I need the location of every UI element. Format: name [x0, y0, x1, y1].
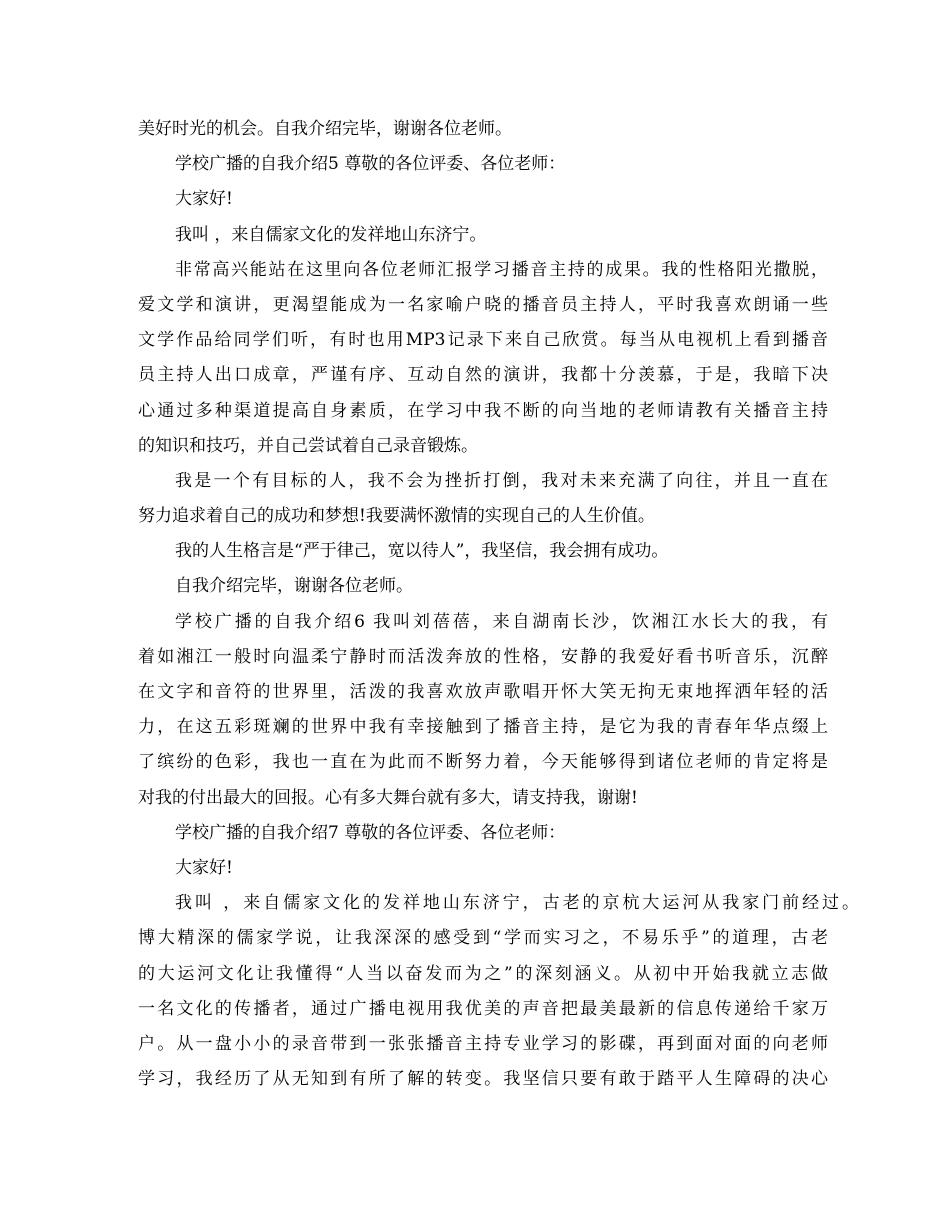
text-line: 非常高兴能站在这里向各位老师汇报学习播音主持的成果。我的性格阳光撒脱， — [175, 259, 828, 280]
text-line: 博大精深的儒家学说，让我深深的感受到“学而实习之，不易乐乎”的道理，古老 — [138, 928, 828, 949]
text-line: 我叫 ，来自儒家文化的发祥地山东济宁。 — [175, 224, 487, 245]
text-line: 文学作品给同学们听，有时也用MP3记录下来自己欣赏。每当从电视机上看到播音 — [138, 330, 828, 351]
text-line: 爱文学和演讲，更渴望能成为一名家喻户晓的播音员主持人，平时我喜欢朗诵一些 — [138, 294, 828, 315]
text-line: 我的人生格言是“严于律己，宽以待人”，我坚信，我会拥有成功。 — [175, 541, 669, 562]
text-line: 学习，我经历了从无知到有所了解的转变。我坚信只要有敢于踏平人生障碍的决心 — [138, 1069, 828, 1090]
text-line: 着如湘江一般时向温柔宁静时而活泼奔放的性格，安静的我爱好看书听音乐，沉醉 — [138, 646, 828, 667]
text-line: 我是一个有目标的人，我不会为挫折打倒，我对未来充满了向往，并且一直在 — [175, 470, 828, 491]
text-line: 努力追求着自己的成功和梦想!我要满怀激情的实现自己的人生价值。 — [138, 506, 655, 527]
document-body — [138, 112, 859, 1097]
text-line: 一名文化的传播者，通过广播电视用我优美的声音把最美最新的信息传递给千家万 — [138, 998, 828, 1019]
text-line: 大家好! — [175, 857, 233, 878]
text-line: 心通过多种渠道提高自身素质，在学习中我不断的向当地的老师请教有关播音主持 — [138, 400, 828, 421]
text-line: 在文字和音符的世界里，活泼的我喜欢放声歌唱开怀大笑无拘无束地挥洒年轻的活 — [138, 682, 828, 702]
text-line: 学校广播的自我介绍5 尊敬的各位评委、各位老师： — [175, 154, 566, 175]
text-line: 大家好! — [175, 189, 233, 210]
text-line: 的大运河文化让我懂得“人当以奋发而为之”的深刻涵义。从初中开始我就立志做 — [138, 963, 828, 984]
text-line: 我叫 ，来自儒家文化的发祥地山东济宁，古老的京杭大运河从我家门前经过。 — [175, 893, 859, 914]
text-line: 自我介绍完毕，谢谢各位老师。 — [175, 576, 413, 597]
text-line: 学校广播的自我介绍7 尊敬的各位评委、各位老师： — [175, 822, 566, 843]
text-line: 员主持人出口成章，严谨有序、互动自然的演讲，我都十分羡慕，于是，我暗下决 — [138, 365, 828, 386]
text-line: 了缤纷的色彩，我也一直在为此而不断努力着，今天能够得到诸位老师的肯定将是 — [138, 752, 828, 773]
text-line: 学校广播的自我介绍6 我叫刘蓓蓓，来自湖南长沙，饮湘江水长大的我，有 — [175, 611, 828, 632]
text-line: 的知识和技巧，并自己尝试着自己录音锻炼。 — [138, 435, 478, 456]
text-line: 美好时光的机会。自我介绍完毕，谢谢各位老师。 — [138, 119, 512, 139]
text-line: 力，在这五彩斑斓的世界中我有幸接触到了播音主持，是它为我的青春年华点缀上 — [138, 717, 828, 738]
text-line: 对我的付出最大的回报。心有多大舞台就有多大，请支持我，谢谢! — [138, 787, 638, 808]
text-line: 户。从一盘小小的录音带到一张张播音主持专业学习的影碟，再到面对面的向老师 — [138, 1033, 828, 1054]
